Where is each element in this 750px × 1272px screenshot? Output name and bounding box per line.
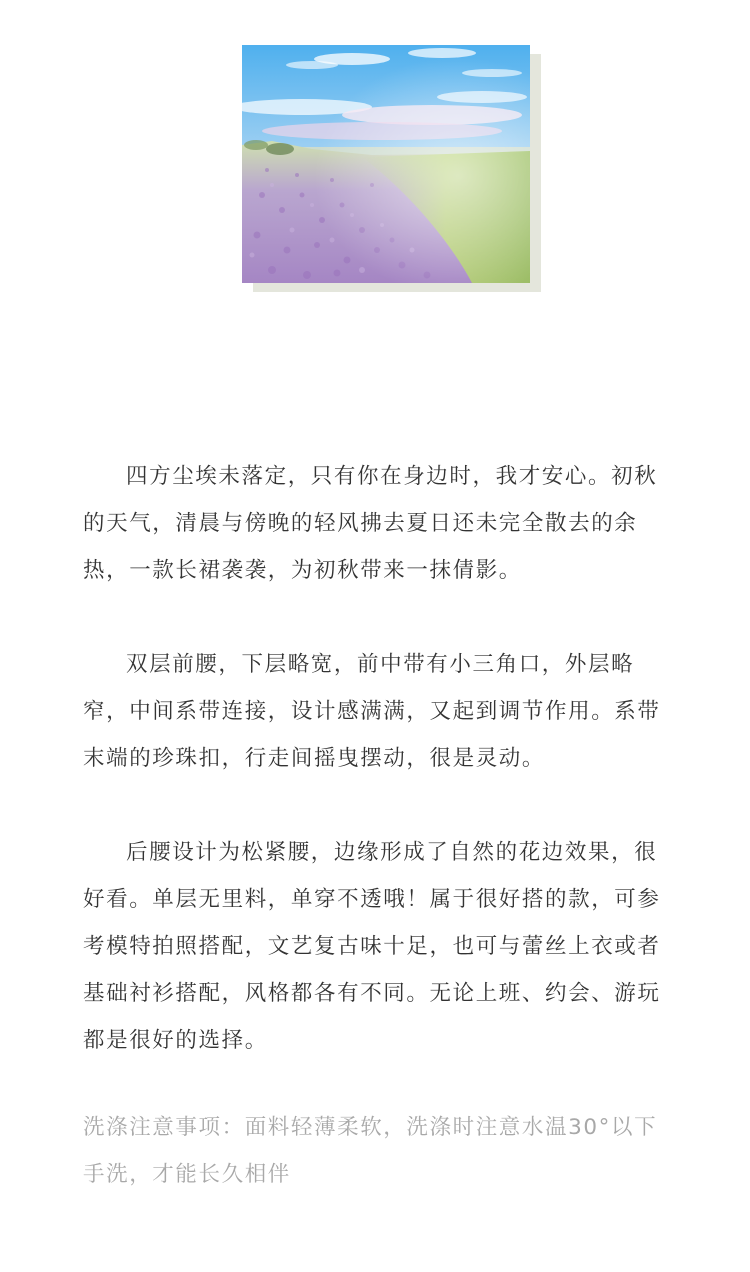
- meadow-photo: [242, 45, 530, 283]
- article-paragraph-2: 双层前腰，下层略宽，前中带有小三角口，外层略窄，中间系带连接，设计感满满，又起到调节作用。系带末端的珍珠扣，行走间摇曳摆动，很是灵动。: [83, 652, 661, 771]
- article-paragraph-1: 四方尘埃未落定，只有你在身边时，我才安心。初秋的天气，清晨与傍晚的轻风拂去夏日还未完全散去的余热，一款长裙袭袭，为初秋带来一抹倩影。: [83, 464, 658, 583]
- care-note: 洗涤注意事项：面料轻薄柔软，洗涤时注意水温30°以下手洗，才能长久相伴: [83, 1115, 658, 1187]
- landscape-photo-frame: [242, 45, 530, 283]
- article-paragraph-3: 后腰设计为松紧腰，边缘形成了自然的花边效果，很好看。单层无里料，单穿不透哦！属于很好搭的款，可参考模特拍照搭配，文艺复古味十足，也可与蕾丝上衣或者基础衬衫搭配，风格都各有不同。无论上班、约会、游玩都是很好的选择。: [83, 840, 661, 1053]
